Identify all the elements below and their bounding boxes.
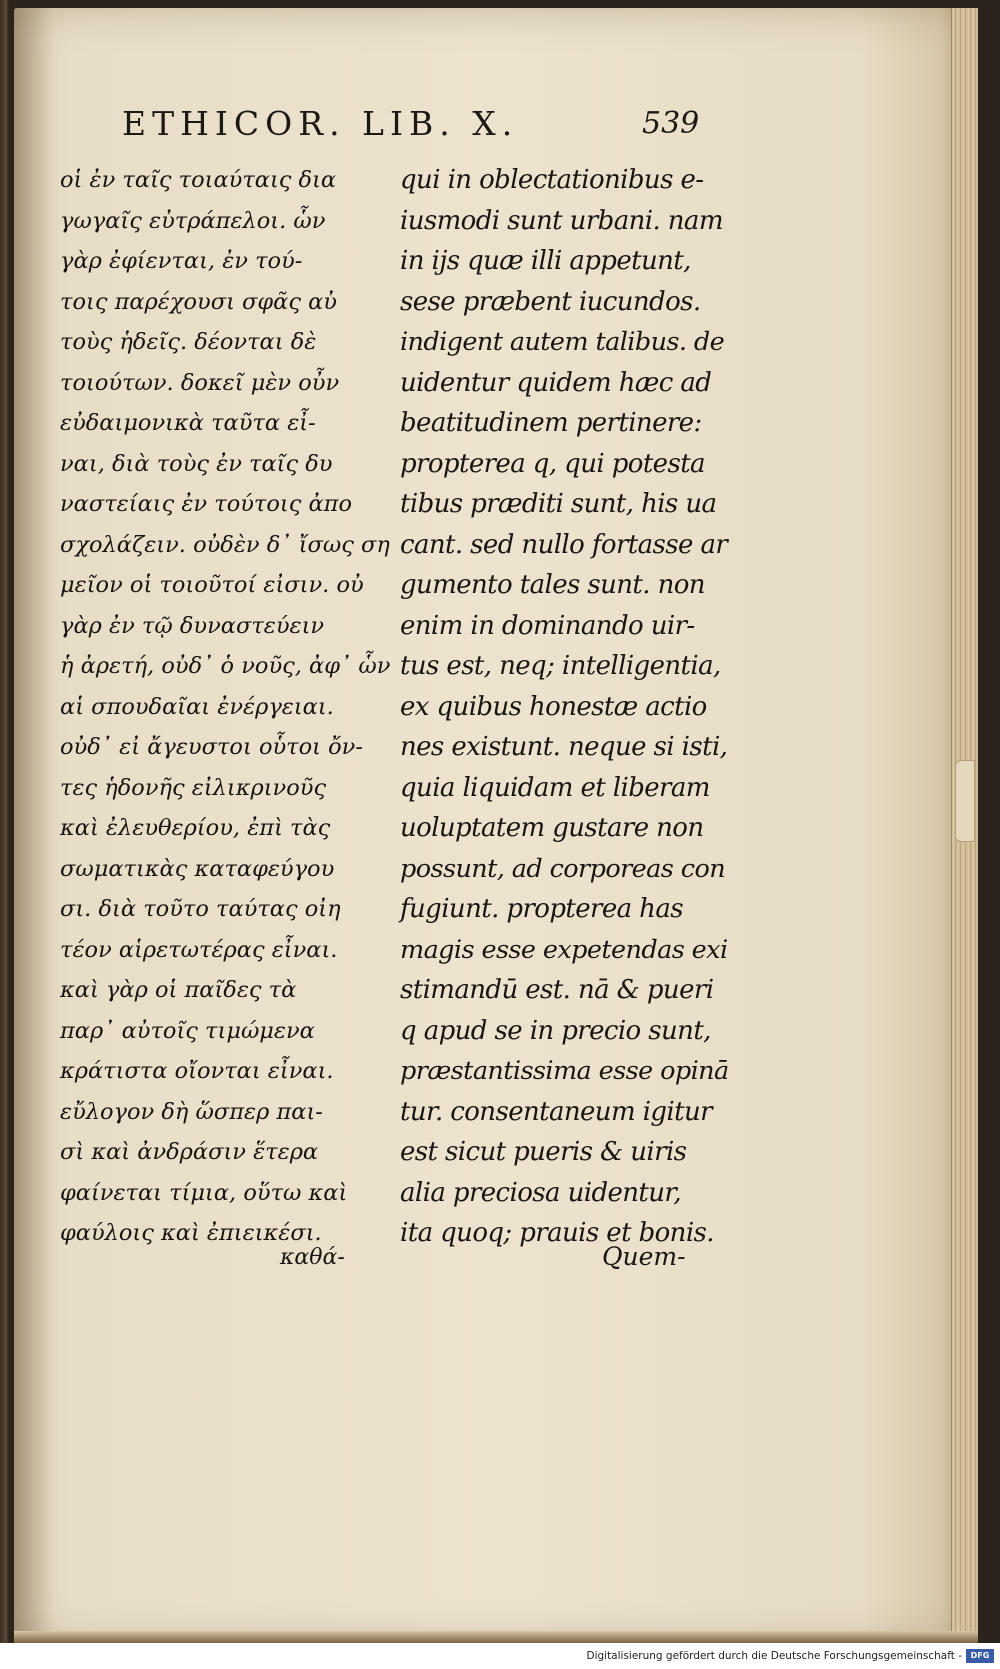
latin-catchword: Quem- bbox=[602, 1242, 686, 1271]
greek-text-line: εὐδαιμονικὰ ταῦτα εἶ- bbox=[60, 410, 316, 436]
running-title: ETHICOR. LIB. X. bbox=[122, 104, 519, 143]
greek-text-line: ἡ ἀρετή, οὐδ᾽ ὁ νοῦς, ἀφ᾽ ὧν bbox=[60, 653, 391, 679]
greek-text-line: γωγαῖς εὐτράπελοι. ὧν bbox=[60, 207, 326, 234]
latin-text-line: uidentur quidem hæc ad bbox=[400, 367, 712, 398]
greek-text-line: τοὺς ἡδεῖς. δέονται δὲ bbox=[60, 329, 317, 355]
greek-text-line: τες ἡδονῆς εἰλικρινοῦς bbox=[60, 774, 327, 801]
latin-text-line: q apud se in precio sunt, bbox=[400, 1015, 711, 1046]
greek-catchword: καθά- bbox=[280, 1245, 345, 1270]
latin-text-line: ita quoq; prauis et bonis. bbox=[400, 1218, 714, 1248]
greek-text-line: σὶ καὶ ἀνδράσιν ἕτερα bbox=[60, 1139, 319, 1165]
funding-credit: Digitalisierung gefördert durch die Deutsche Forschungsgemeinschaft - bbox=[586, 1650, 962, 1662]
greek-column bbox=[60, 160, 390, 1254]
page-bottom-edge bbox=[14, 1631, 978, 1643]
greek-text-line: τέον αἱρετωτέρας εἶναι. bbox=[60, 936, 338, 963]
greek-text-line: μεῖον οἱ τοιοῦτοί εἰσιν. οὐ bbox=[60, 572, 364, 598]
greek-text-line: γὰρ ἐν τῷ δυναστεύειν bbox=[60, 612, 325, 639]
latin-text-line: in ijs quæ illi appetunt, bbox=[400, 246, 691, 276]
latin-text-line: nes existunt. neque si isti, bbox=[400, 732, 728, 762]
latin-text-line: tibus præditi sunt, his ua bbox=[400, 489, 717, 519]
latin-text-line: stimandū est. nā & pueri bbox=[400, 975, 714, 1005]
latin-text-line: enim in dominando uir- bbox=[400, 610, 695, 641]
greek-text-line: οἱ ἐν ταῖς τοιαύταις δια bbox=[60, 167, 337, 193]
greek-text-line: ναστείαις ἐν τούτοις ἀπο bbox=[60, 491, 353, 517]
greek-text-line: τοιούτων. δοκεῖ μὲν οὖν bbox=[60, 369, 340, 396]
latin-text-line: uoluptatem gustare non bbox=[400, 813, 704, 843]
latin-text-line: fugiunt. propterea has bbox=[400, 894, 683, 924]
greek-text-line: τοις παρέχουσι σφᾶς αὐ bbox=[60, 288, 337, 315]
latin-text-line: præstantissima esse opinā bbox=[400, 1056, 729, 1086]
latin-text-line: est sicut pueris & uiris bbox=[400, 1137, 687, 1167]
latin-text-line: tur. consentaneum igitur bbox=[400, 1096, 712, 1127]
latin-text-line: sese præbent iucundos. bbox=[400, 286, 701, 317]
greek-text-line: σι. διὰ τοῦτο ταύτας οἰη bbox=[60, 896, 341, 922]
latin-text-line: iusmodi sunt urbani. nam bbox=[400, 205, 723, 236]
footer-bar bbox=[0, 1643, 1000, 1669]
greek-text-line: παρ᾽ αὐτοῖς τιμώμενα bbox=[60, 1017, 315, 1044]
bookmark-tab bbox=[955, 760, 975, 842]
greek-text-line: ναι, διὰ τοὺς ἐν ταῖς δυ bbox=[60, 450, 333, 477]
latin-column bbox=[400, 160, 730, 1254]
latin-text-line: tus est, neq; intelligentia, bbox=[400, 651, 721, 681]
greek-text-line: γὰρ ἐφίενται, ἐν τού- bbox=[60, 248, 303, 274]
greek-text-line: φαύλοις καὶ ἐπιεικέσι. bbox=[60, 1220, 322, 1246]
gutter-shadow bbox=[14, 8, 54, 1643]
greek-text-line: αἱ σπουδαῖαι ἐνέργειαι. bbox=[60, 693, 334, 720]
latin-text-line: possunt, ad corporeas con bbox=[400, 853, 726, 884]
greek-text-line: καὶ γὰρ οἱ παῖδες τὰ bbox=[60, 977, 297, 1003]
latin-text-line: ex quibus honestæ actio bbox=[400, 691, 707, 722]
latin-text-line: alia preciosa uidentur, bbox=[400, 1177, 682, 1208]
page-number: 539 bbox=[642, 106, 700, 141]
latin-text-line: indigent autem talibus. de bbox=[400, 327, 725, 357]
greek-text-line: καὶ ἐλευθερίου, ἐπὶ τὰς bbox=[60, 815, 331, 841]
greek-text-line: φαίνεται τίμια, οὕτω καὶ bbox=[60, 1179, 348, 1206]
dfg-logo-icon: DFG bbox=[966, 1649, 994, 1663]
greek-text-line: οὐδ᾽ εἰ ἄγευστοι οὗτοι ὄν- bbox=[60, 734, 363, 760]
greek-text-line: εὔλογον δὴ ὥσπερ παι- bbox=[60, 1098, 323, 1125]
latin-text-line: gumento tales sunt. non bbox=[400, 570, 705, 600]
latin-text-line: quia liquidam et liberam bbox=[400, 772, 710, 803]
latin-text-line: propterea q, qui potesta bbox=[400, 448, 705, 479]
greek-text-line: σωματικὰς καταφεύγου bbox=[60, 855, 335, 882]
latin-text-line: qui in oblectationibus e- bbox=[400, 165, 704, 195]
latin-text-line: beatitudinem pertinere: bbox=[400, 408, 702, 438]
greek-text-line: κράτιστα οἴονται εἶναι. bbox=[60, 1058, 334, 1084]
running-head bbox=[122, 98, 722, 148]
latin-text-line: magis esse expetendas exi bbox=[400, 934, 728, 965]
greek-text-line: σχολάζειν. οὐδὲν δ᾽ ἴσως ση bbox=[60, 531, 390, 558]
latin-text-line: cant. sed nullo fortasse ar bbox=[400, 529, 728, 560]
